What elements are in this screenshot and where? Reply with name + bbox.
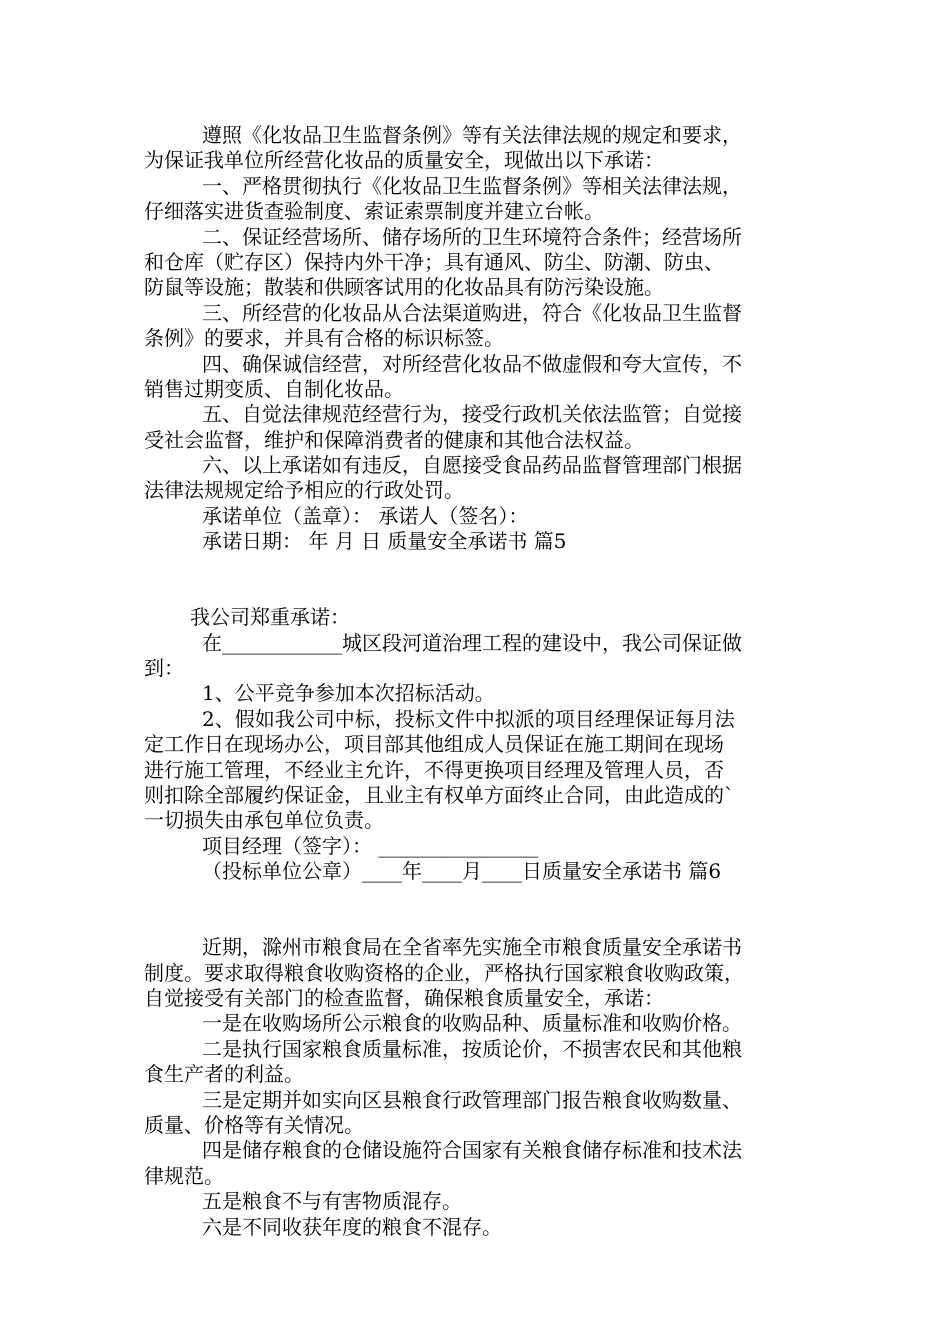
- paragraph-line: 律规范。: [144, 1164, 224, 1188]
- paragraph-line: 法律法规规定给予相应的行政处罚。: [144, 478, 464, 502]
- paragraph-line: 三、所经营的化妆品从合法渠道购进，符合《化妆品卫生监督: [202, 301, 742, 325]
- bid-footer-line: （投标单位公章）____年____月____日质量安全承诺书 篇6: [202, 859, 722, 883]
- paragraph-line: 1、公平竞争参加本次招标活动。: [202, 681, 495, 705]
- paragraph-line: 四、确保诚信经营，对所经营化妆品不做虚假和夸大宣传，不: [202, 352, 742, 376]
- paragraph-line: 制度。要求取得粮食收购资格的企业，严格执行国家粮食收购政策，: [144, 961, 744, 985]
- paragraph-line: 遵照《化妆品卫生监督条例》等有关法律法规的规定和要求，: [202, 123, 742, 147]
- text-suffix: 城区段河道治理工程的建设中，我公司保证做: [342, 631, 742, 655]
- paragraph-line: 进行施工管理，不经业主允许，不得更换项目经理及管理人员，否: [144, 758, 724, 782]
- paragraph-line: 近期，滁州市粮食局在全省率先实施全市粮食质量安全承诺书: [202, 935, 742, 959]
- paragraph-line: 销售过期变质、自制化妆品。: [144, 377, 404, 401]
- blank-project-name: ____________: [222, 631, 342, 655]
- text-prefix: 在: [202, 631, 222, 655]
- paragraph-line: 二是执行国家粮食质量标准，按质论价，不损害农民和其他粮: [202, 1037, 742, 1061]
- opening-line: 我公司郑重承诺：: [190, 605, 350, 629]
- date-line: 承诺日期： 年 月 日 质量安全承诺书 篇5: [202, 529, 567, 553]
- paragraph-line: 五是粮食不与有害物质混存。: [202, 1189, 462, 1213]
- paragraph-line: 防鼠等设施；散装和供顾客试用的化妆品具有防污染设施。: [144, 275, 664, 299]
- paragraph-line: 和仓库（贮存区）保持内外干净；具有通风、防尘、防潮、防虫、: [144, 250, 724, 274]
- paragraph-line: 条例》的要求，并具有合格的标识标签。: [144, 326, 504, 350]
- paragraph-line: 二、保证经营场所、储存场所的卫生环境符合条件；经营场所: [202, 225, 742, 249]
- paragraph-line: 六、以上承诺如有违反，自愿接受食品药品监督管理部门根据: [202, 453, 742, 477]
- paragraph-line: 到：: [144, 656, 184, 680]
- paragraph-line: 仔细落实进货查验制度、索证索票制度并建立台帐。: [144, 199, 604, 223]
- paragraph-line: 2、假如我公司中标，投标文件中拟派的项目经理保证每月法: [202, 707, 735, 731]
- paragraph-line: 受社会监督，维护和保障消费者的健康和其他合法权益。: [144, 428, 644, 452]
- paragraph-line: 六是不同收获年度的粮食不混存。: [202, 1215, 502, 1239]
- paragraph-line: 定工作日在现场办公，项目部其他组成人员保证在施工期间在现场: [144, 732, 724, 756]
- paragraph-line: 为保证我单位所经营化妆品的质量安全，现做出以下承诺：: [144, 148, 664, 172]
- paragraph-line: [202, 630, 742, 656]
- paragraph-line: 一、严格贯彻执行《化妆品卫生监督条例》等相关法律法规，: [202, 174, 742, 198]
- paragraph-line: 自觉接受有关部门的检查监督，确保粮食质量安全，承诺：: [144, 986, 664, 1010]
- paragraph-line: 质量、价格等有关情况。: [144, 1113, 364, 1137]
- paragraph-line: 五、自觉法律规范经营行为，接受行政机关依法监管；自觉接: [202, 402, 742, 426]
- paragraph-line: 食生产者的利益。: [144, 1062, 304, 1086]
- paragraph-line: 一切损失由承包单位负责。: [144, 808, 384, 832]
- manager-signature-line: 项目经理（签字）： ________________: [202, 834, 539, 858]
- paragraph-line: 三是定期并如实向区县粮食行政管理部门报告粮食收购数量、: [202, 1088, 742, 1112]
- paragraph-line: 一是在收购场所公示粮食的收购品种、质量标准和收购价格。: [202, 1011, 742, 1035]
- paragraph-line: 则扣除全部履约保证金，且业主有权单方面终止合同，由此造成的`: [144, 783, 734, 807]
- signature-line: 承诺单位（盖章）： 承诺人（签名）：: [202, 504, 529, 528]
- paragraph-line: 四是储存粮食的仓储设施符合国家有关粮食储存标准和技术法: [202, 1138, 742, 1162]
